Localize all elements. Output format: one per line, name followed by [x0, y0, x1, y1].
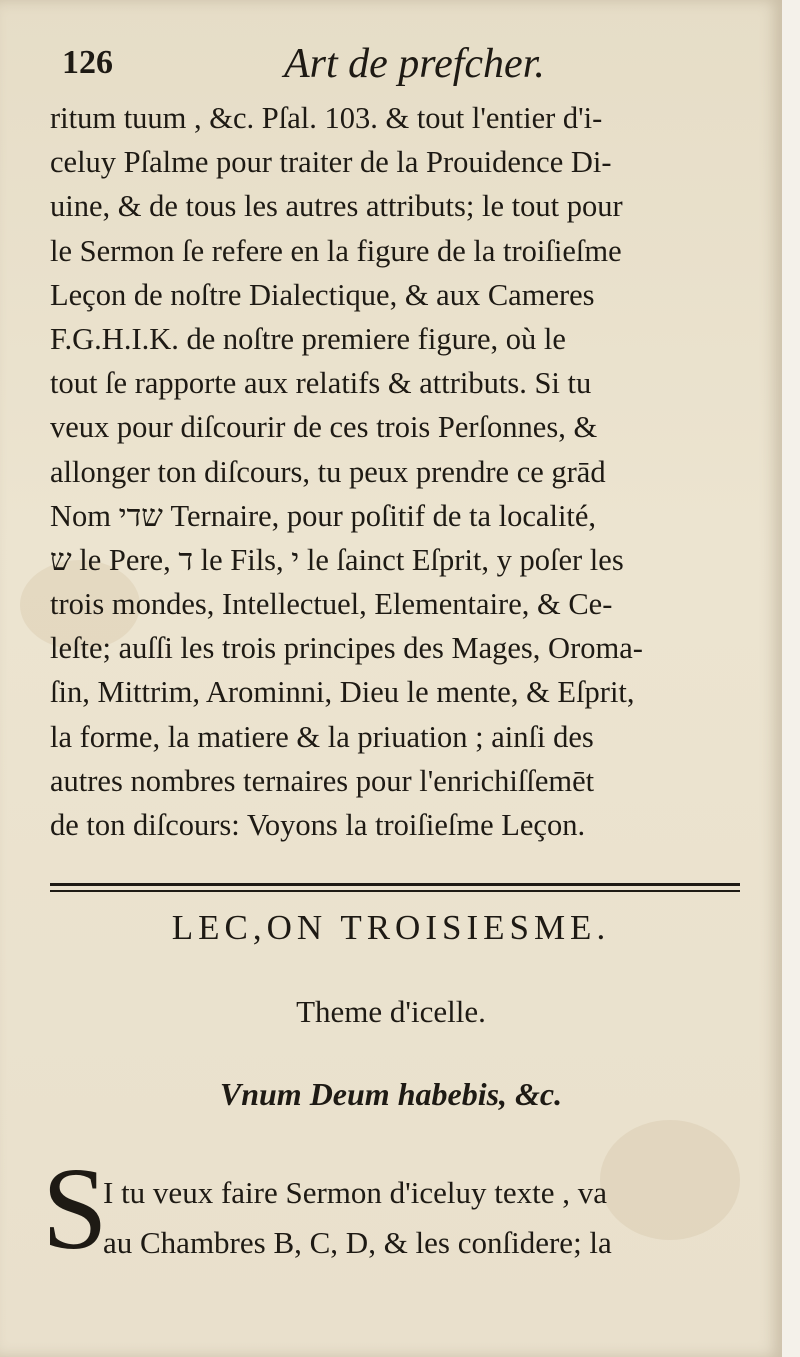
body-text [50, 96, 750, 847]
text-line: Leçon de noſtre Dialectique, & aux Cameres [50, 277, 595, 312]
theme-label: Theme d'icelle. [296, 994, 486, 1029]
text-line: I tu veux faire Sermon d'iceluy texte , va [103, 1175, 607, 1210]
section-divider [50, 880, 740, 896]
drop-cap: S [42, 1143, 108, 1274]
text-line: veux pour diſcourir de ces trois Perſonnes, & [50, 410, 598, 445]
text-line: uine, & de tous les autres attributs; le tout pour [50, 189, 623, 224]
page-number: 126 [62, 44, 113, 81]
text-line: ש le Pere, ד le Fils, י le ſainct Eſprit, y poſer les [50, 542, 624, 577]
text-line: tout ſe rapporte aux relatifs & attributs. Si tu [50, 366, 592, 401]
section-heading: LEC,ON TROISIESME. [171, 908, 611, 947]
text-line: de ton diſcours: Voyons la troiſieſme Leçon. [50, 808, 586, 842]
text-line: F.G.H.I.K. de noſtre premiere figure, où le [50, 321, 566, 356]
text-line: ritum tuum , &c. Pſal. 103. & tout l'entier d'i- [50, 101, 603, 135]
page-edge [782, 0, 800, 1357]
text-line: Nom שדי Ternaire, pour poſitif de ta localité, [50, 498, 597, 533]
text-line: au Chambres B, C, D, & les conſidere; la [103, 1225, 612, 1260]
running-title: Art de prefcher. [284, 41, 545, 87]
theme-text: Vnum Deum habebis, &c. [219, 1076, 563, 1112]
text-line: celuy Pſalme pour traiter de la Prouidence Di- [50, 145, 612, 180]
text-line: ſin, Mittrim, Arominni, Dieu le mente, & Eſprit, [50, 675, 635, 710]
text-line: trois mondes, Intellectuel, Elementaire, & Ce- [50, 587, 613, 622]
text-line: leſte; auſſi les trois principes des Mages, Oroma- [50, 631, 643, 666]
text-line: allonger ton diſcours, tu peux prendre ce grād [50, 454, 606, 489]
text-line: la forme, la matiere & la priuation ; ainſi des [50, 719, 594, 754]
text-line: autres nombres ternaires pour l'enrichiſſemēt [50, 763, 595, 798]
divider-line-thin [50, 890, 740, 892]
text-line: le Sermon ſe refere en la figure de la troiſieſme [50, 233, 622, 268]
divider-line-thick [50, 883, 740, 886]
page-header [58, 40, 738, 95]
opening-paragraph [103, 1168, 743, 1268]
